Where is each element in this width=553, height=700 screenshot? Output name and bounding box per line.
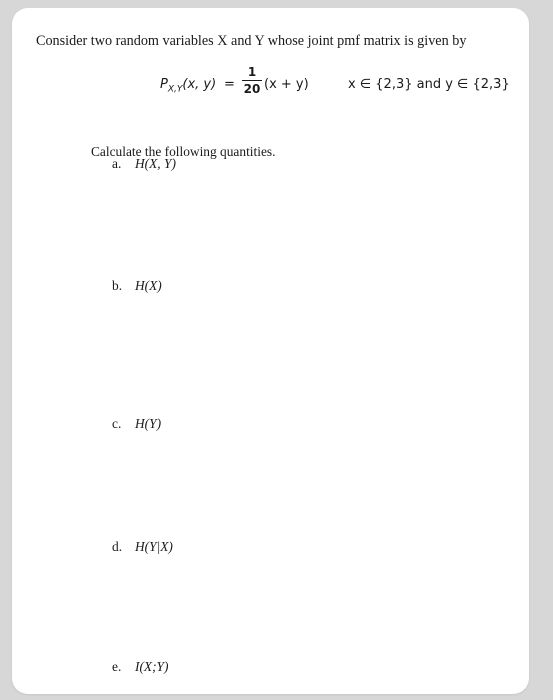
question-item-a <box>112 156 176 172</box>
question-label: e. <box>112 659 122 674</box>
question-expression: H(Y|X) <box>135 539 173 554</box>
document-card <box>12 8 529 694</box>
formula-lhs <box>160 77 216 95</box>
formula-equals: = <box>224 77 235 92</box>
question-label: b. <box>112 278 123 293</box>
formula-condition: x ∈ {2,3} and y ∈ {2,3} <box>348 77 510 92</box>
fraction-numerator: 1 <box>247 65 257 79</box>
question-expression: H(X, Y) <box>135 156 176 171</box>
question-label: d. <box>112 539 123 554</box>
formula-lhs-symbol: P <box>160 77 168 92</box>
question-item-d <box>112 539 173 555</box>
question-item-b <box>112 278 162 294</box>
problem-instruction: Calculate the following quantities. <box>91 144 276 159</box>
question-label: a. <box>112 156 122 171</box>
joint-pmf-formula <box>160 65 520 105</box>
formula-lhs-args: (x, y) <box>182 77 217 92</box>
question-label: c. <box>112 416 122 431</box>
fraction-denominator: 20 <box>243 82 261 96</box>
question-item-c <box>112 416 161 432</box>
question-expression: H(Y) <box>135 416 162 431</box>
problem-intro: Consider two random variables X and Y whose joint pmf matrix is given by <box>36 33 467 49</box>
question-expression: H(X) <box>135 278 162 293</box>
question-item-e <box>112 659 168 675</box>
formula-sum: (x + y) <box>264 77 309 92</box>
question-expression: I(X;Y) <box>135 659 169 674</box>
formula-lhs-subscript: X,Y <box>167 84 183 95</box>
formula-fraction <box>242 65 262 96</box>
fraction-bar <box>242 80 262 81</box>
